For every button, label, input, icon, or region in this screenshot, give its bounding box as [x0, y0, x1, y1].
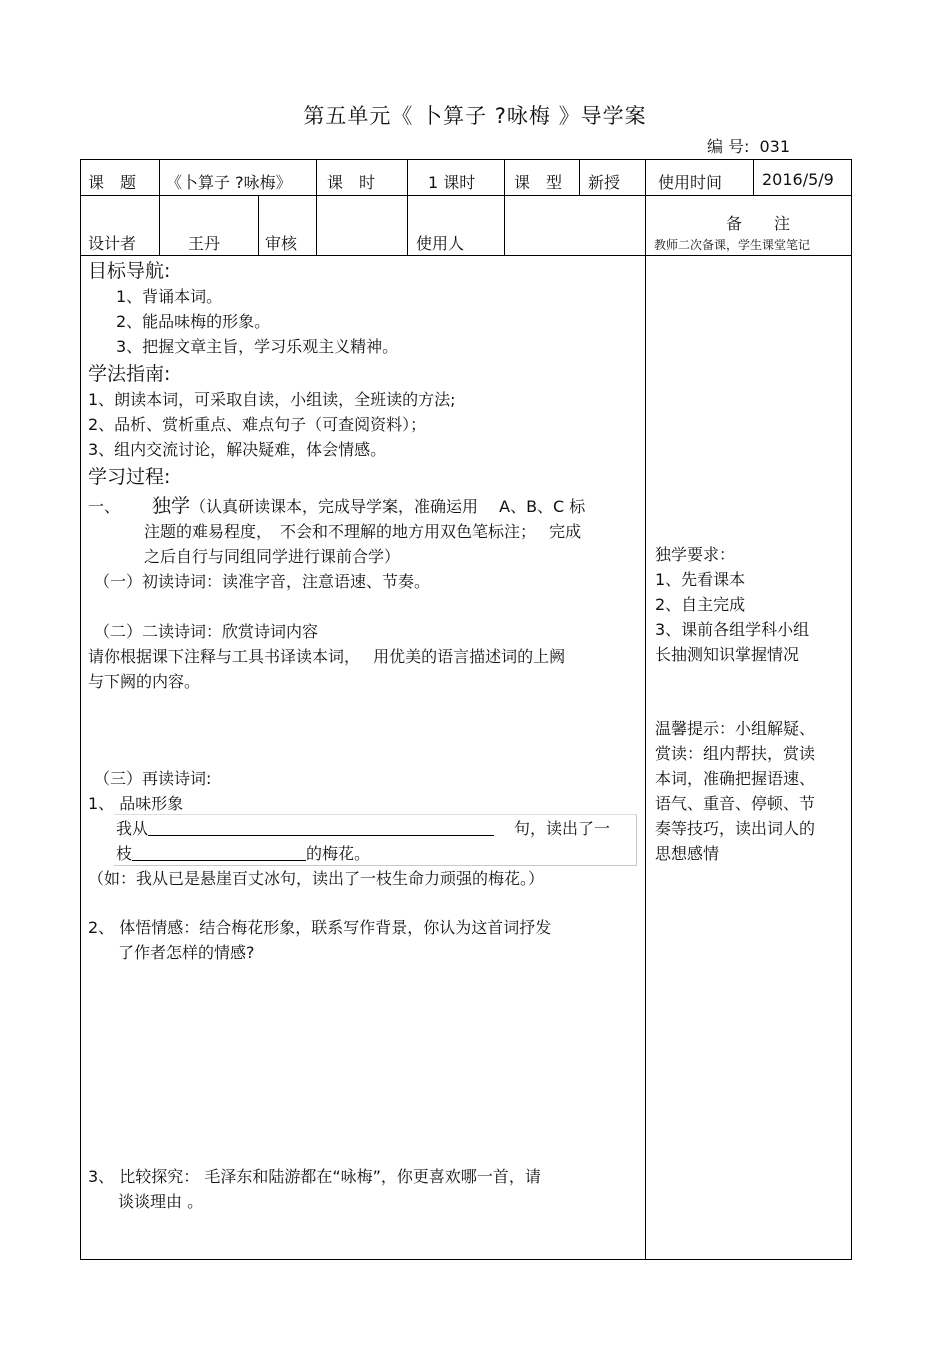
q1-title: 1、 品味形象 [88, 794, 184, 813]
date-label: 使用时间 [658, 173, 723, 192]
q1-text-d-end: 。 [354, 844, 371, 863]
row-divider [80, 255, 852, 256]
col-divider [159, 195, 160, 255]
q1-text-a: 我从 [116, 819, 149, 838]
step1-number: 一、 [88, 497, 121, 516]
period-value: 1 课时 [428, 173, 476, 192]
tip-line: 思想感情 [655, 844, 720, 863]
q1-text-d: 的梅花 [306, 844, 355, 863]
step1-instruction: （认真研读课本，完成导学案，准确运用 A、B、C 标 [190, 497, 586, 516]
q1-text-b: 句，读出了一 [514, 819, 611, 838]
read2-block [88, 619, 648, 694]
q3-text: 3、 比较探究： 毛泽东和陆游都在“咏梅”，你更喜欢哪一首，请 [88, 1167, 541, 1186]
goal-item: 3、把握文章主旨，学习乐观主义精神。 [116, 337, 399, 356]
designer-label: 设计者 [88, 234, 137, 253]
tip-line: 赏读：组内帮扶，赏读 [655, 744, 816, 763]
topic-label: 课 题 [88, 173, 137, 192]
requirement-item: 2、自主完成 [655, 595, 746, 614]
period-label: 课 时 [327, 173, 376, 192]
q3-block [88, 1164, 648, 1214]
read2-text: （二）二读诗词：欣赏诗词内容 [94, 622, 319, 641]
goal-item: 2、能品味梅的形象。 [116, 312, 271, 331]
main-content [88, 258, 648, 490]
q1-text-c: 枝 [116, 844, 133, 863]
col-divider [753, 159, 754, 195]
col-divider [258, 195, 259, 255]
type-label: 课 型 [514, 173, 563, 192]
step1-block [88, 494, 648, 594]
user-label: 使用人 [416, 234, 465, 253]
col-divider [407, 159, 408, 255]
goal-item: 1、背诵本词。 [116, 287, 223, 306]
read1-text: （一）初读诗词：读准字音，注意语速、节奏。 [94, 572, 431, 591]
q3-text: 谈谈理由 。 [118, 1192, 204, 1211]
code-value: 031 [759, 137, 790, 156]
review-label: 审核 [265, 234, 298, 253]
read2-task: 请你根据课下注释与工具书译读本词， 用优美的语言描述词的上阙 [88, 647, 566, 666]
step1-title: 独学 [152, 495, 191, 517]
date-value: 2016/5/9 [762, 170, 834, 189]
designer-value: 王丹 [188, 234, 221, 253]
col-divider [579, 159, 580, 195]
tip-line: 本词，准确把握语速、 [655, 769, 816, 788]
topic-value: 《卜算子 ?咏梅》 [166, 173, 292, 192]
methods-heading: 学法指南: [88, 363, 171, 385]
type-value: 新授 [588, 173, 621, 192]
page-title: 第五单元《 卜算子 ?咏梅 》导学案 [303, 104, 647, 128]
col-divider [159, 159, 160, 195]
method-item: 1、朗读本词，可采取自读，小组读，全班读的方法; [88, 390, 456, 409]
method-item: 3、组内交流讨论，解决疑难，体会情感。 [88, 440, 387, 459]
method-item: 2、品析、赏析重点、难点句子（可查阅资料）； [88, 415, 427, 434]
q2-text: 了作者怎样的情感? [118, 943, 255, 962]
answer-box [114, 814, 637, 866]
notes-subtitle: 教师二次备课，学生课堂笔记 [654, 238, 811, 252]
side-tips [655, 716, 840, 866]
q2-text: 2、 体悟情感：结合梅花形象，联系写作背景，你认为这首词抒发 [88, 918, 552, 937]
col-divider [316, 159, 317, 195]
q2-block [88, 915, 648, 965]
notes-label: 备 注 [726, 214, 791, 233]
tip-line: 奏等技巧，读出词人的 [655, 819, 816, 838]
row-divider [80, 195, 852, 196]
requirements-heading: 独学要求： [655, 545, 736, 564]
tip-line: 语气、重音、停顿、节 [655, 794, 816, 813]
col-divider [504, 159, 505, 255]
step1-instruction: 之后自行与同组同学进行课前合学） [144, 547, 401, 566]
tip-line: 温馨提示：小组解疑、 [655, 719, 816, 738]
col-divider [316, 195, 317, 255]
goals-heading: 目标导航: [88, 260, 171, 282]
read2-task: 与下阙的内容。 [88, 672, 201, 691]
requirement-item: 3、课前各组学科小组 [655, 620, 810, 639]
read3-text: （三）再读诗词: [94, 769, 212, 788]
q1-example: （如：我从已是悬崖百丈冰句，读出了一枝生命力顽强的梅花。） [88, 869, 545, 888]
step1-instruction: 注题的难易程度， 不会和不理解的地方用双色笔标注； 完成 [144, 522, 582, 541]
code-label: 编 号: [706, 137, 750, 156]
document-code [707, 134, 790, 157]
requirement-item: 长抽测知识掌握情况 [655, 645, 800, 664]
process-heading: 学习过程: [88, 466, 171, 488]
requirement-item: 1、先看课本 [655, 570, 746, 589]
side-requirements [655, 542, 840, 667]
